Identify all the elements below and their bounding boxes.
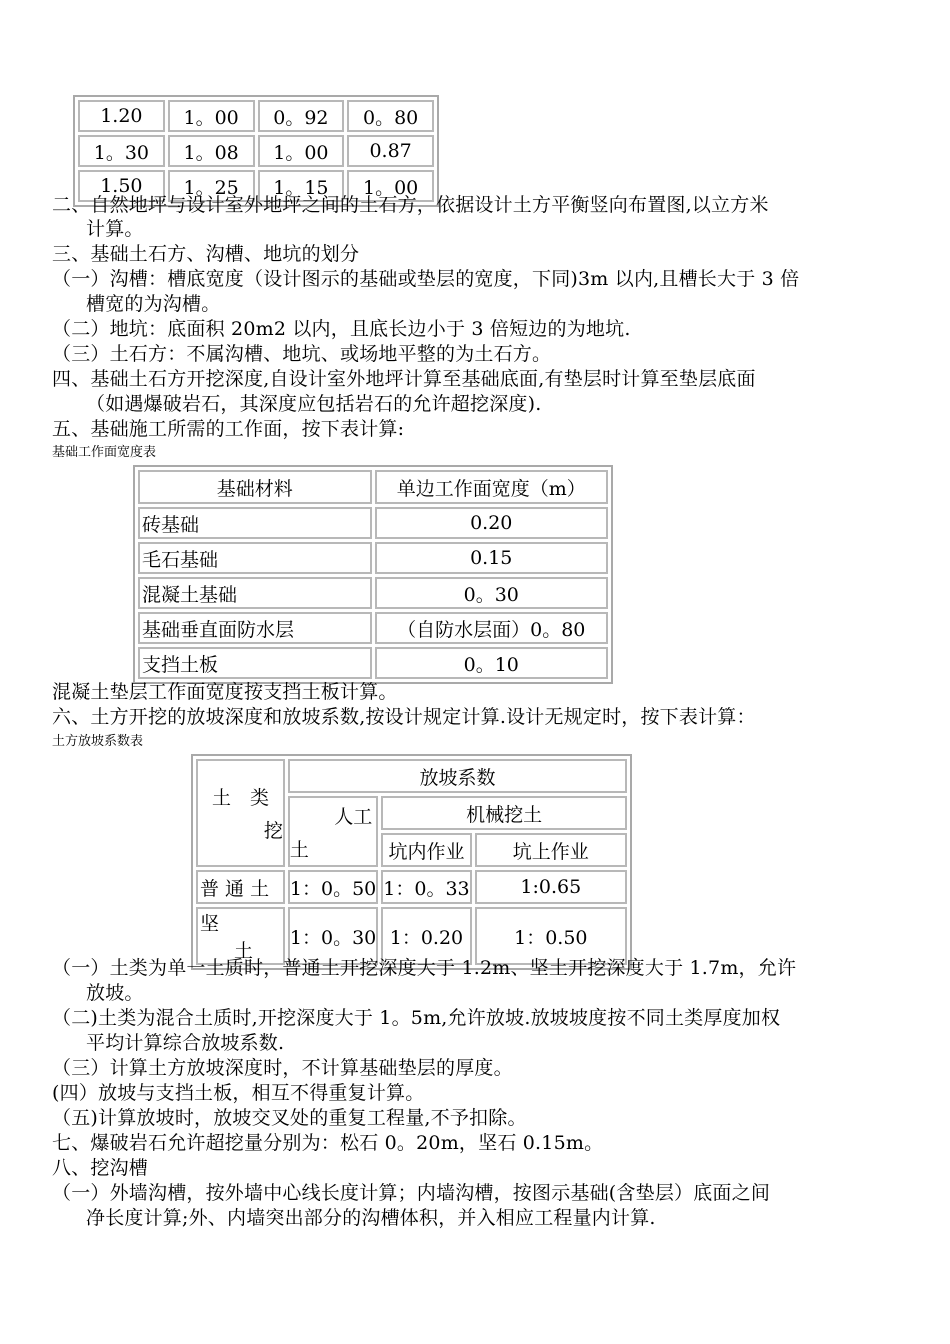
paragraph-line: 平均计算综合放坡系数. <box>86 1032 285 1054</box>
table-row <box>138 612 608 644</box>
header-text: 土 类 <box>212 787 270 809</box>
paragraph-line: （二）地坑：底面积 20m2 以内，且底长边小于 3 倍短边的为地坑. <box>52 318 631 340</box>
table-cell: 毛石基础 <box>138 542 372 574</box>
header-text: 土 <box>289 838 309 861</box>
table-cell: 1：0.50 <box>475 907 627 965</box>
table-cell: 基础垂直面防水层 <box>138 612 372 644</box>
cell-text: 土 <box>234 940 254 962</box>
paragraph-line: 四、基础土石方开挖深度,自设计室外地坪计算至基础底面,有垫层时计算至垫层底面 <box>52 368 756 390</box>
table-cell: 0。80 <box>347 100 434 132</box>
paragraph-line: 六、土方开挖的放坡深度和放坡系数,按设计规定计算.设计无规定时，按下表计算： <box>52 706 756 728</box>
table-cell: 1.50 <box>78 170 165 202</box>
table-cell: 0.87 <box>347 135 434 167</box>
paragraph-line: 计算。 <box>86 218 144 240</box>
header-text: 挖 <box>263 820 283 842</box>
slope-coefficient-table <box>191 754 632 970</box>
column-header: 基础材料 <box>138 470 372 504</box>
table-cell: 支挡土板 <box>138 647 372 679</box>
table-caption: 土方放坡系数表 <box>52 734 144 749</box>
paragraph-line: 二、自然地坪与设计室外地坪之间的土石方，依据设计土方平衡竖向布置图,以立方米 <box>52 194 769 216</box>
manual-dig-header <box>288 796 378 867</box>
paragraph-line: 八、挖沟槽 <box>52 1157 149 1179</box>
table-caption: 基础工作面宽度表 <box>52 445 157 460</box>
table-row <box>138 577 608 609</box>
table-cell: 1：0。30 <box>288 907 378 965</box>
table-cell: 1。25 <box>168 170 255 202</box>
table-cell: 0。30 <box>375 577 609 609</box>
paragraph-line: （三）计算土方放坡深度时，不计算基础垫层的厚度。 <box>52 1057 513 1079</box>
paragraph-line: （五)计算放坡时，放坡交叉处的重复工程量,不予扣除。 <box>52 1107 527 1129</box>
paragraph-line: (四）放坡与支挡土板，相互不得重复计算。 <box>52 1082 425 1104</box>
mechanical-dig-header: 机械挖土 <box>381 796 627 830</box>
paragraph-line: 五、基础施工所需的工作面，按下表计算: <box>52 418 405 440</box>
table-cell: 1。00 <box>168 100 255 132</box>
table-cell: 1。00 <box>347 170 434 202</box>
pit-above-header: 坑上作业 <box>475 833 627 867</box>
paragraph-line: 放坡。 <box>86 982 144 1004</box>
paragraph-line: （如遇爆破岩石，其深度应包括岩石的允许超挖深度). <box>86 393 542 415</box>
paragraph-line: （一）沟槽：槽底宽度（设计图示的基础或垫层的宽度，下同)3m 以内,且槽长大于 3 倍 <box>52 268 800 290</box>
table-cell: 砖基础 <box>138 507 372 539</box>
paragraph-line: 七、爆破岩石允许超挖量分别为：松石 0。20m，坚石 0.15m。 <box>52 1132 604 1154</box>
table-cell: （自防水层面）0。80 <box>375 612 609 644</box>
table-cell: 1。08 <box>168 135 255 167</box>
table-cell: 1。15 <box>258 170 345 202</box>
table-cell: 0.20 <box>375 507 609 539</box>
table-cell: 1。30 <box>78 135 165 167</box>
paragraph-line: （一）外墙沟槽，按外墙中心线长度计算；内墙沟槽，按图示基础(含垫层）底面之间 <box>52 1182 771 1204</box>
table-cell: 0.15 <box>375 542 609 574</box>
paragraph-line: 槽宽的为沟槽。 <box>86 293 221 315</box>
table-header-row <box>138 470 608 504</box>
paragraph-line: （三）土石方：不属沟槽、地坑、或场地平整的为土石方。 <box>52 343 552 365</box>
table-cell: 普 通 土 <box>196 870 285 904</box>
paragraph-line: （一）土类为单一土质时，普通土开挖深度大于 1.2m、坚土开挖深度大于 1.7m，允许 <box>52 957 797 979</box>
table-cell: 1：0。50 <box>288 870 378 904</box>
table-row <box>78 135 434 167</box>
table-cell: 1.20 <box>78 100 165 132</box>
table-cell: 0。92 <box>258 100 345 132</box>
paragraph-line: 三、基础土石方、沟槽、地坑的划分 <box>52 243 360 265</box>
table-row <box>138 542 608 574</box>
coefficient-table-fragment <box>73 95 439 207</box>
paragraph-line: 混凝土垫层工作面宽度按支挡土板计算。 <box>52 681 398 703</box>
paragraph-line: 净长度计算;外、内墙突出部分的沟槽体积，并入相应工程量内计算. <box>86 1207 656 1229</box>
table-row <box>138 507 608 539</box>
paragraph-line: （二)土类为混合土质时,开挖深度大于 1。5m,允许放坡.放坡坡度按不同土类厚度加权 <box>52 1007 781 1029</box>
cell-text: 坚 <box>200 913 220 935</box>
table-row <box>78 100 434 132</box>
soil-type-header <box>196 759 285 867</box>
table-cell: 1:0.65 <box>475 870 627 904</box>
table-cell: 混凝土基础 <box>138 577 372 609</box>
pit-inside-header: 坑内作业 <box>381 833 471 867</box>
table-header-row <box>196 759 627 793</box>
table-cell: 1：0.20 <box>381 907 471 965</box>
header-text: 人工 <box>334 805 373 828</box>
table-row <box>138 647 608 679</box>
column-header: 单边工作面宽度（m） <box>375 470 609 504</box>
table-row <box>196 870 627 904</box>
working-face-width-table <box>133 465 613 684</box>
table-cell: 1。00 <box>258 135 345 167</box>
slope-coefficient-header: 放坡系数 <box>288 759 627 793</box>
table-cell: 0。10 <box>375 647 609 679</box>
table-cell: 1：0。33 <box>381 870 471 904</box>
